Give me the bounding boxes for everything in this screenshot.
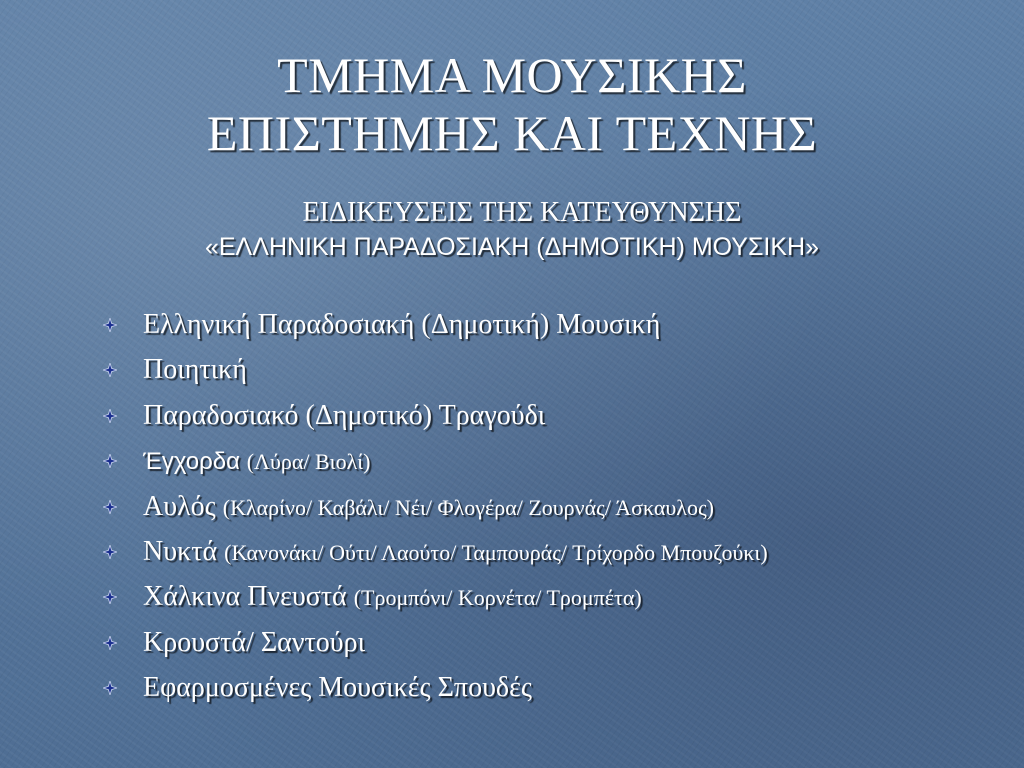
subtitle-line-1: ΕΙΔΙΚΕΥΣΕΙΣ ΤΗΣ ΚΑΤΕΥΘΥΝΣΗΣ bbox=[302, 197, 742, 228]
bullet-text: Παραδοσιακό (Δημοτικό) Τραγούδι bbox=[143, 399, 546, 431]
bullet-text: Νυκτά bbox=[143, 535, 225, 567]
title-line-1: ΤΜΗΜΑ ΜΟΥΣΙΚΗΣ bbox=[277, 47, 747, 103]
bullet-list bbox=[103, 302, 1003, 711]
bullet-item bbox=[103, 438, 1003, 483]
bullet-text: Ελληνική Παραδοσιακή (Δημοτική) Μουσική bbox=[143, 309, 661, 340]
four-point-star-icon bbox=[103, 363, 117, 377]
slide-title bbox=[0, 46, 1024, 162]
bullet-text: Χάλκινα Πνευστά bbox=[143, 581, 354, 613]
bullet-item bbox=[103, 620, 1003, 665]
bullet-text: Ποιητική bbox=[143, 354, 247, 386]
bullet-item bbox=[103, 347, 1003, 392]
bullet-text: Εφαρμοσμένες Μουσικές Σπουδές bbox=[143, 672, 532, 704]
bullet-item bbox=[103, 574, 1003, 619]
bullet-text: Κρουστά/ Σαντούρι bbox=[143, 626, 366, 658]
bullet-text: Αυλός bbox=[143, 490, 223, 522]
bullet-item bbox=[103, 393, 1003, 438]
bullet-item bbox=[103, 302, 1003, 347]
slide-subtitle bbox=[0, 196, 1024, 264]
four-point-star-icon bbox=[103, 636, 117, 650]
bullet-item bbox=[103, 665, 1003, 710]
four-point-star-icon bbox=[103, 681, 117, 695]
bullet-text: Έγχορδα bbox=[143, 448, 247, 476]
subtitle-line-2: «ΕΛΛΗΝΙΚΗ ΠΑΡΑΔΟΣΙΑΚΗ (ΔΗΜΟΤΙΚΗ) ΜΟΥΣΙΚΗ» bbox=[204, 233, 820, 261]
bullet-detail: (Τρομπόνι/ Κορνέτα/ Τρομπέτα) bbox=[353, 585, 642, 611]
title-line-2: ΕΠΙΣΤΗΜΗΣ ΚΑΙ ΤΕΧΝΗΣ bbox=[206, 105, 818, 161]
four-point-star-icon bbox=[103, 500, 117, 514]
four-point-star-icon bbox=[103, 454, 117, 468]
bullet-detail: (Λύρα/ Βιολί) bbox=[246, 449, 371, 475]
bullet-item bbox=[103, 529, 1003, 574]
four-point-star-icon bbox=[103, 318, 117, 332]
bullet-detail: (Κλαρίνο/ Καβάλι/ Νέι/ Φλογέρα/ Ζουρνάς/ Άσκαυλος) bbox=[222, 494, 715, 520]
four-point-star-icon bbox=[103, 409, 117, 423]
four-point-star-icon bbox=[103, 590, 117, 604]
four-point-star-icon bbox=[103, 545, 117, 559]
bullet-item bbox=[103, 484, 1003, 529]
bullet-detail: (Κανονάκι/ Ούτι/ Λαούτο/ Ταμπουράς/ Τρίχορδο Μπουζούκι) bbox=[224, 539, 768, 565]
